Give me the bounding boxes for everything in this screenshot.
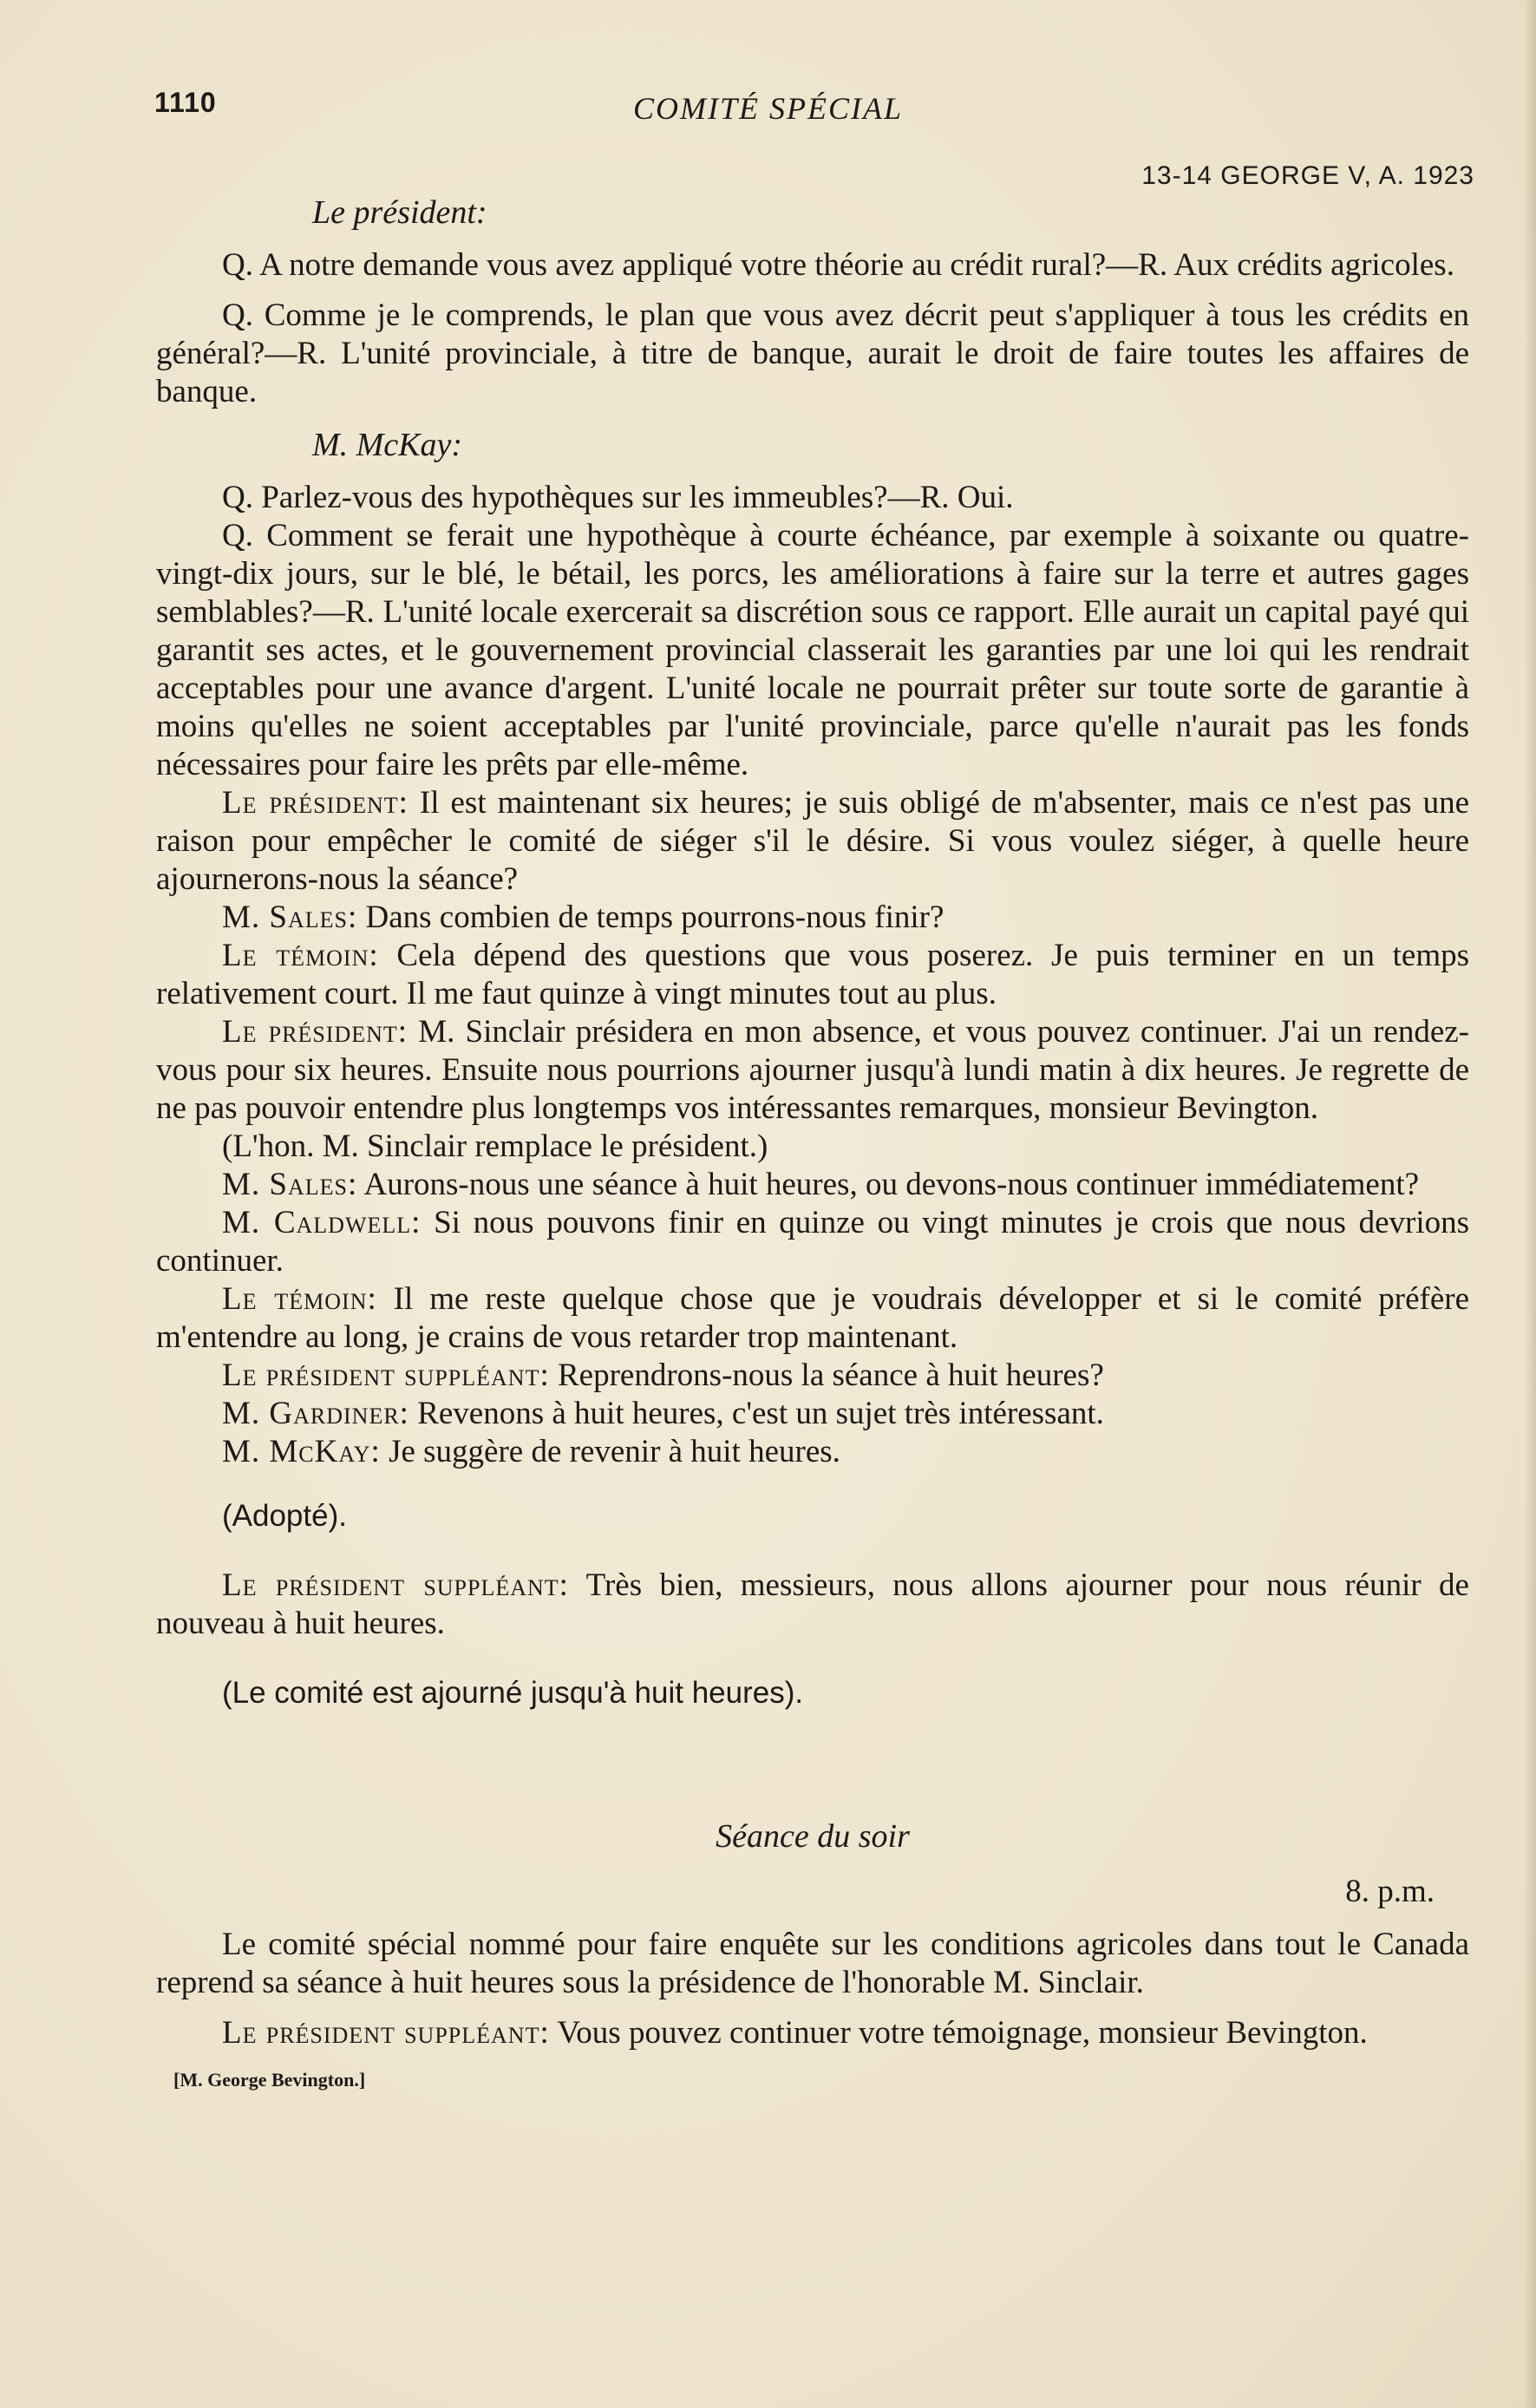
paragraph-mckay-suggest (156, 1433, 1469, 1471)
running-title: COMITÉ SPÉCIAL (633, 91, 903, 126)
speaker-heading-president: Le président: (312, 194, 487, 231)
paragraph-committee-resumes: Le comité spécial nommé pour faire enquête sur les conditions agricoles dans tout le Canada reprend sa séance à huit heures sous la présidence de l'honorable M. Sinclair. (156, 1927, 1469, 2000)
speaker-name: M. Gardiner: (222, 1396, 409, 1431)
paragraph-q1: Q. A notre demande vous avez appliqué votre théorie au crédit rural?—R. Aux crédits agricoles. (222, 247, 1454, 283)
paragraph-sales-question (156, 899, 1469, 937)
paragraph-acting-president-question (156, 1357, 1469, 1395)
paragraph-acting-president-continue (156, 2014, 1469, 2052)
paragraph-president-sinclair (156, 1013, 1469, 1128)
session-time: 8. p.m. (1345, 1874, 1435, 1909)
speaker-name: Le président: (222, 1014, 409, 1050)
paragraph-q2: Q. Comme je le comprends, le plan que vous avez décrit peut s'appliquer à tous les crédits en général?—R. L'unité provinciale, à titre de banque, aurait le droit de faire toutes les affaires de banque. (156, 298, 1469, 409)
speaker-name: Le président suppléant: (222, 1358, 550, 1393)
speaker-name: M. Sales: (222, 900, 358, 935)
speaker-name: Le témoin: (222, 938, 379, 973)
page-number: 1110 (154, 87, 217, 118)
paragraph-sales-eight (156, 1166, 1469, 1204)
speaker-name: M. Sales: (222, 1167, 358, 1202)
paragraph-sinclair-replaces: (L'hon. M. Sinclair remplace le président.) (222, 1129, 768, 1164)
paragraph-adopted: (Adopté). (222, 1499, 347, 1533)
speech-text: Aurons-nous une séance à huit heures, ou devons-nous continuer immédiatement? (363, 1167, 1420, 1202)
speech-text: M. Sinclair présidera en mon absence, et vous pouvez continuer. J'ai un rendez-vous pour six heures. Ensuite nous pourrions ajourner jusqu'à lundi matin à dix heures. Je regrette de ne pas pouvoir entendre plus longtemps vos intéressantes remarques, monsieur Bevington. (156, 1014, 1469, 1126)
witness-footer-reference: [M. George Bevington.] (173, 2069, 366, 2091)
evening-session-heading: Séance du soir (716, 1818, 910, 1855)
paragraph-caldwell (156, 1204, 1469, 1280)
paragraph-gardiner (156, 1395, 1469, 1433)
paragraph-q3: Q. Parlez-vous des hypothèques sur les immeubles?—R. Oui. (222, 480, 1014, 515)
speaker-name: Le témoin: (222, 1281, 377, 1317)
speaker-name: Le président suppléant: (222, 2015, 550, 2051)
paragraph-witness-reply (156, 937, 1469, 1013)
speaker-name: M. McKay: (222, 1434, 381, 1469)
speaker-name: Le président: (222, 785, 409, 821)
speech-text: Il me reste quelque chose que je voudrais développer et si le comité préfère m'entendre au long, je crains de vous retarder trop maintenant. (156, 1281, 1470, 1355)
speaker-heading-mckay: M. McKay: (312, 427, 463, 463)
speech-text: Si nous pouvons finir en quinze ou vingt minutes je crois que nous devrions continuer. (156, 1205, 1469, 1279)
speech-text: Je suggère de revenir à huit heures. (389, 1434, 840, 1469)
page-edge-shadow (1524, 0, 1536, 2408)
speech-text: Il est maintenant six heures; je suis obligé de m'absenter, mais ce n'est pas une raison pour empêcher le comité de siéger s'il le désire. Si vous voulez siéger, à quelle heure ajournerons-nous la séance? (156, 785, 1470, 897)
paragraph-adjourned: (Le comité est ajourné jusqu'à huit heures). (222, 1676, 804, 1710)
speech-text: Reprendrons-nous la séance à huit heures? (558, 1358, 1104, 1393)
paragraph-president-six-oclock (156, 784, 1469, 899)
speaker-name: Le président suppléant: (222, 1567, 569, 1603)
speaker-name: M. Caldwell: (222, 1205, 422, 1240)
speech-text: Vous pouvez continuer votre témoignage, monsieur Bevington. (557, 2015, 1368, 2051)
paragraph-q4: Q. Comment se ferait une hypothèque à courte échéance, par exemple à soixante ou quatre-vingt-dix jours, sur le blé, le bétail, les porcs, les améliorations à faire sur la terre et autres gages semblables?—R. L'unité locale exercerait sa discrétion sous ce rapport. Elle aurait un capital payé qui garantit ses actes, et le gouvernement provincial classerait les garanties par une loi qui les rendrait acceptables pour une avance d'argent. L'unité locale ne pourrait prêter sur toute sorte de garantie à moins qu'elles ne soient acceptables par l'unité provinciale, parce qu'elle n'aurait pas les fonds nécessaires pour faire les prêts par elle-même. (156, 518, 1469, 782)
speech-text: Cela dépend des questions que vous poserez. Je puis terminer en un temps relativement court. Il me faut quinze à vingt minutes tout au plus. (156, 938, 1470, 1011)
speech-text: Très bien, messieurs, nous allons ajourner pour nous réunir de nouveau à huit heures. (156, 1567, 1469, 1641)
paragraph-witness-develop (156, 1280, 1469, 1357)
paragraph-acting-president-adjourn (156, 1567, 1469, 1643)
body-text (156, 191, 1469, 2092)
speech-text: Revenons à huit heures, c'est un sujet très intéressant. (417, 1396, 1104, 1431)
speech-text: Dans combien de temps pourrons-nous finir? (365, 900, 944, 935)
session-identifier: 13-14 GEORGE V, A. 1923 (1141, 161, 1474, 190)
